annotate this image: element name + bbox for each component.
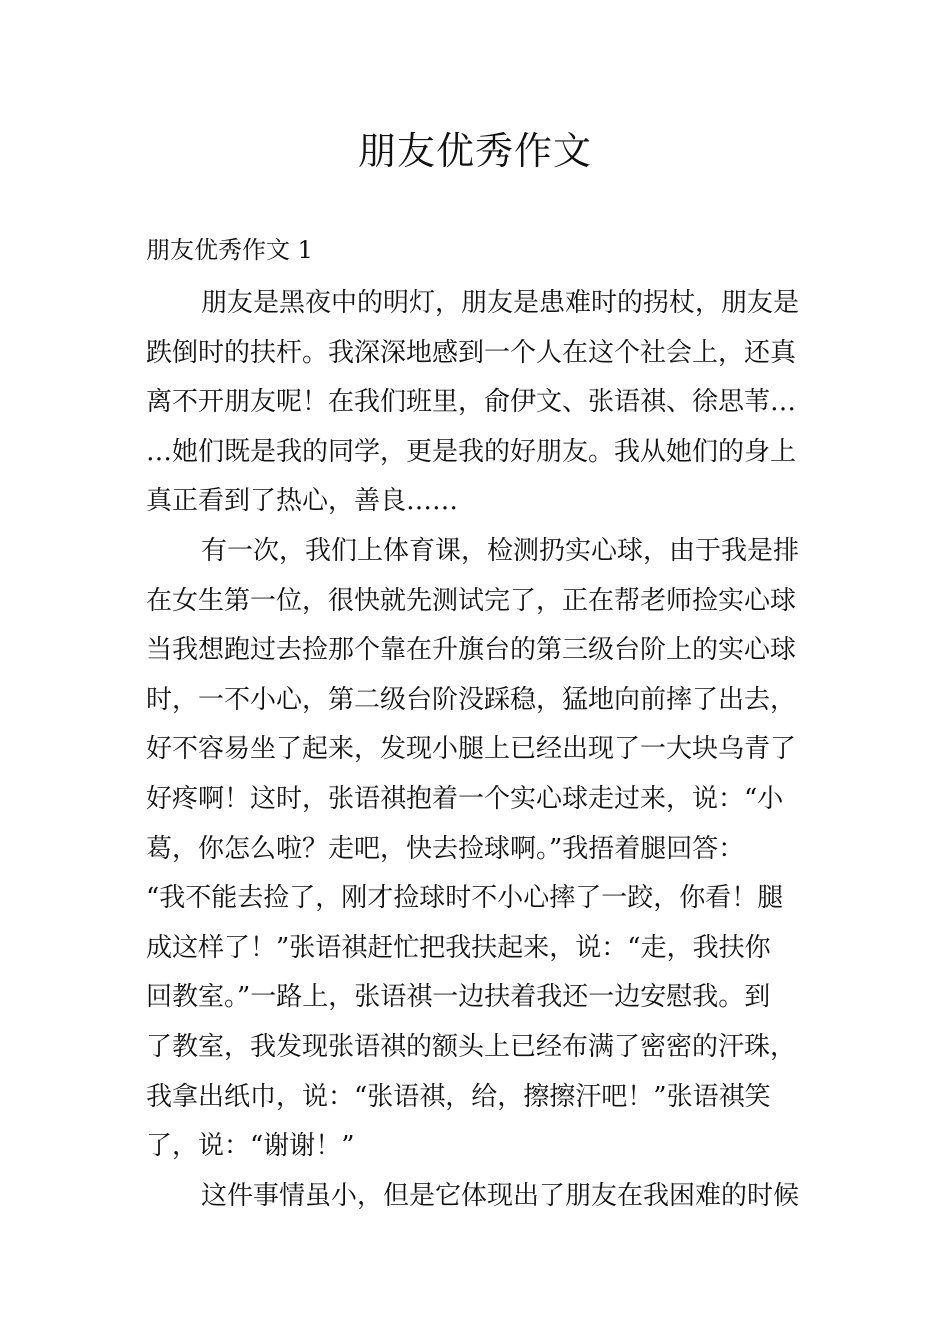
text-line: 这件事情虽小，但是它体现出了朋友在我困难的时候 bbox=[201, 1180, 800, 1211]
text-line: 成这样了！”张语祺赶忙把我扶起来，说：“走，我扶你 bbox=[146, 932, 771, 963]
text-line: 朋友是黑夜中的明灯，朋友是患难时的拐杖，朋友是 bbox=[201, 288, 800, 318]
text-line: 在女生第一位，很快就先测试完了，正在帮老师捡实心球 bbox=[146, 585, 797, 616]
text-line: 当我想跑过去捡那个靠在升旗台的第三级台阶上的实心球 bbox=[146, 635, 797, 666]
text-line: 葛，你怎么啦？走吧，快去捡球啊。”我捂着腿回答： bbox=[146, 833, 745, 864]
text-line: 好不容易坐了起来，发现小腿上已经出现了一大块乌青了 bbox=[146, 734, 797, 765]
text-line: 离不开朋友呢！在我们班里，俞伊文、张语祺、徐思苇… bbox=[146, 387, 797, 418]
text-line: 了教室，我发现张语祺的额头上已经布满了密密的汗珠， bbox=[146, 1031, 797, 1062]
text-line: 回教室。”一路上，张语祺一边扶着我还一边安慰我。到 bbox=[146, 982, 771, 1013]
text-line: 我拿出纸巾，说：“张语祺，给，擦擦汗吧！”张语祺笑 bbox=[146, 1081, 771, 1112]
text-line: 时，一不小心，第二级台阶没踩稳，猛地向前摔了出去， bbox=[146, 684, 797, 715]
text-line: “我不能去捡了，刚才捡球时不小心摔了一跤，你看！腿 bbox=[146, 883, 784, 914]
text-line: 有一次，我们上体育课，检测扔实心球，由于我是排 bbox=[201, 535, 800, 566]
text-line: 真正看到了热心，善良…… bbox=[146, 486, 459, 517]
essay-body bbox=[146, 279, 806, 1221]
text-line: 跌倒时的扶杆。我深深地感到一个人在这个社会上，还真 bbox=[146, 337, 797, 368]
section-heading: 朋友优秀作文 1 bbox=[146, 236, 313, 264]
document-title: 朋友优秀作文 bbox=[357, 129, 592, 173]
text-line: …她们既是我的同学，更是我的好朋友。我从她们的身上 bbox=[146, 436, 797, 467]
text-line: 好疼啊！这时，张语祺抱着一个实心球走过来，说：“小 bbox=[146, 783, 784, 814]
text-line: 了，说：“谢谢！” bbox=[146, 1131, 355, 1162]
